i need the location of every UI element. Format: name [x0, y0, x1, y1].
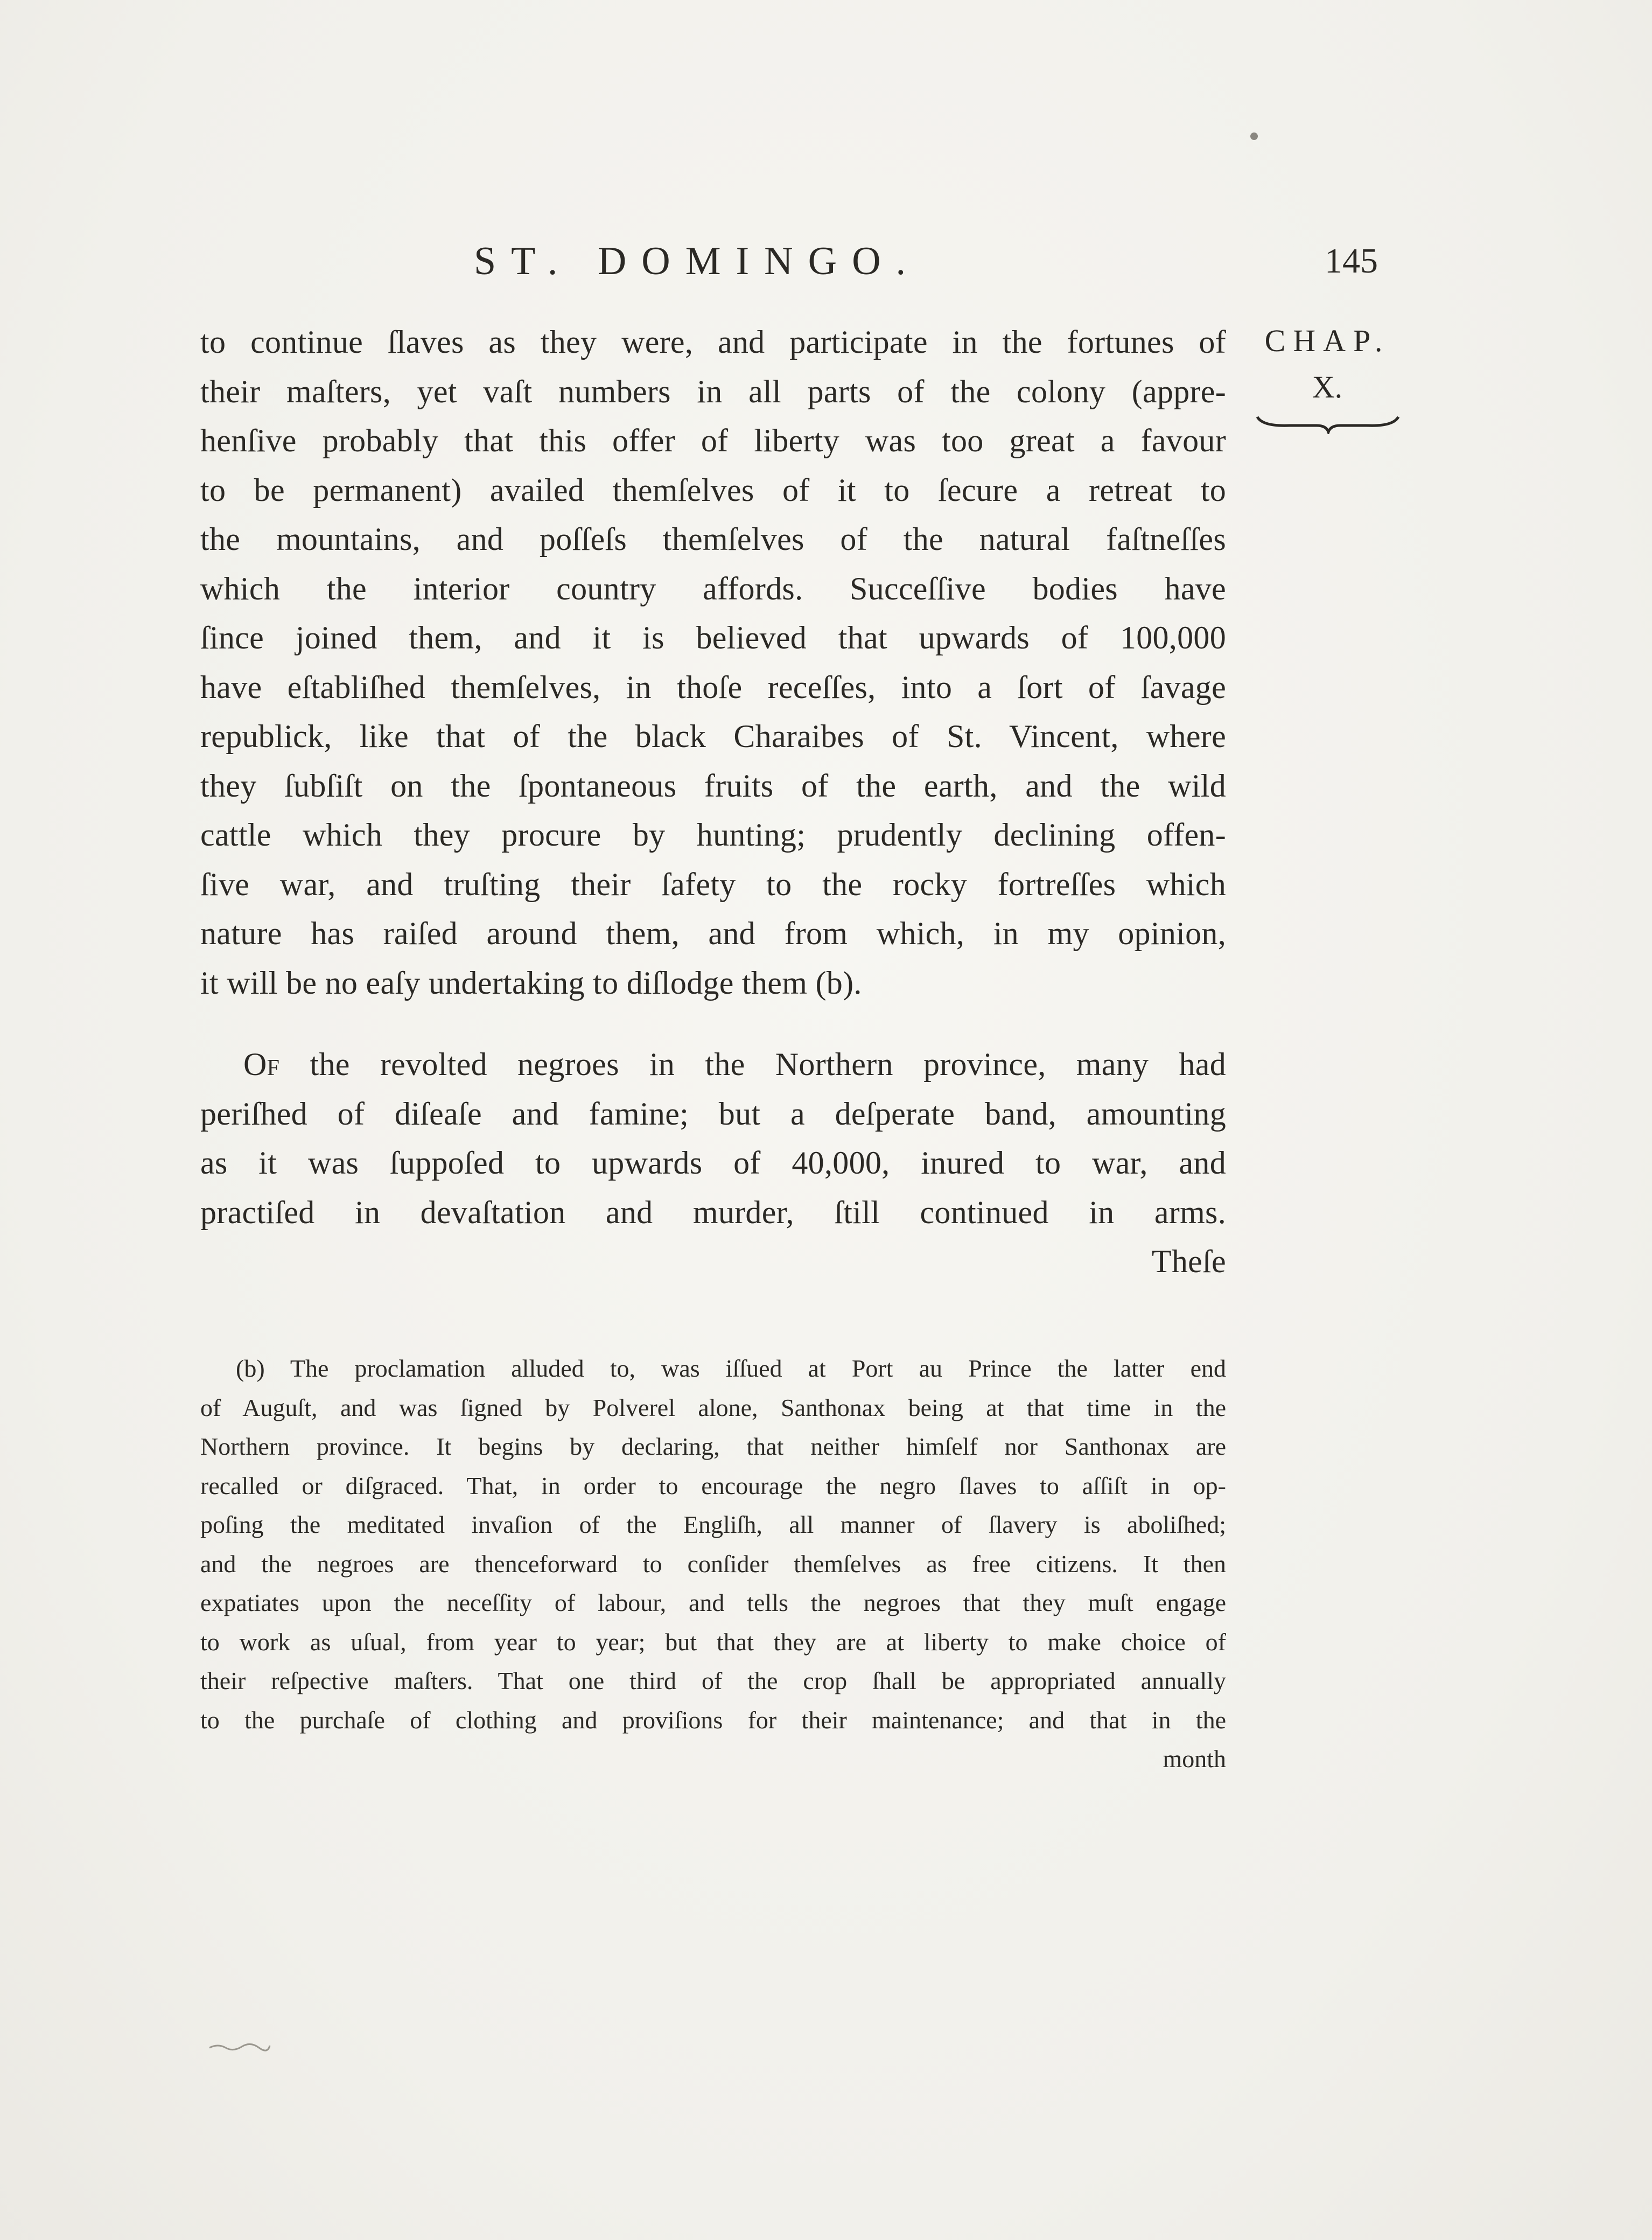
- pencil-mark-icon: [207, 2041, 272, 2052]
- text-line: ſive war, and truſting their ſafety to the rocky fortreſſes which: [200, 866, 1226, 902]
- text-line: it will be no eaſy undertaking to diſlodge them (b).: [200, 965, 862, 1001]
- chapter-number: X.: [1312, 369, 1343, 404]
- chapter-margin-note: [1252, 318, 1403, 434]
- text-line: periſhed of diſeaſe and famine; but a deſperate band, amounting: [200, 1095, 1226, 1132]
- paragraph-2: [200, 1040, 1226, 1287]
- footnote-line: to work as uſual, from year to year; but that they are at liberty to make choice of: [200, 1628, 1226, 1656]
- text-line: they ſubſiſt on the ſpontaneous fruits of the earth, and the wild: [200, 767, 1226, 804]
- text-line: as it was ſuppoſed to upwards of 40,000, inured to war, and: [200, 1145, 1226, 1181]
- text-line: which the interior country affords. Succeſſive bodies have: [200, 570, 1226, 606]
- page-number: 145: [1325, 241, 1378, 281]
- footnote-line: expatiates upon the neceſſity of labour, and tells the negroes that they muſt engage: [200, 1589, 1226, 1616]
- text-line: [200, 1040, 1226, 1090]
- text-line: henſive probably that this offer of liberty was too great a favour: [200, 423, 1226, 458]
- text-line: the mountains, and poſſeſs themſelves of the natural faſtneſſes: [200, 521, 1226, 557]
- text-line: their maſters, yet vaſt numbers in all parts of the colony (appre-: [200, 373, 1226, 409]
- footnote-line: and the negroes are thenceforward to conſider themſelves as free citizens. It then: [200, 1550, 1226, 1578]
- main-text: [200, 318, 1226, 1287]
- footnote-line: their reſpective maſters. That one third of the crop ſhall be appropriated annually: [200, 1667, 1226, 1694]
- text-line: to continue ſlaves as they were, and participate in the fortunes of: [200, 324, 1226, 360]
- running-title: ST. DOMINGO.: [474, 239, 921, 283]
- text-line: practiſed in devaſtation and murder, ſtill continued in arms.: [200, 1194, 1226, 1230]
- footnote-line: Northern province. It begins by declaring, that neither himſelf nor Santhonax are: [200, 1433, 1226, 1460]
- footnote-catchword: month: [1163, 1745, 1226, 1773]
- catchword: Theſe: [1151, 1244, 1226, 1279]
- text-line: have eſtabliſhed themſelves, in thoſe receſſes, into a ſort of ſavage: [200, 669, 1226, 705]
- line-rest: the revolted negroes in the Northern province, many had: [310, 1046, 1226, 1082]
- text-line: to be permanent) availed themſelves of it to ſecure a retreat to: [200, 472, 1226, 508]
- text-line: ſince joined them, and it is believed that upwards of 100,000: [200, 620, 1226, 655]
- footnote-line: (b) The proclamation alluded to, was iſſued at Port au Prince the latter end: [236, 1355, 1226, 1382]
- text-line: nature has raiſed around them, and from which, in my opinion,: [200, 916, 1226, 951]
- running-head: [0, 229, 1652, 294]
- text-line: republick, like that of the black Charaibes of St. Vincent, where: [200, 718, 1226, 754]
- chapter-label: CHAP.: [1264, 323, 1390, 358]
- footnote-line: of Auguſt, and was ſigned by Polverel alone, Santhonax being at that time in the: [200, 1393, 1226, 1421]
- footnote-block: [200, 1349, 1226, 1779]
- paragraph-gap: [200, 1008, 1226, 1040]
- footnote-line: recalled or diſgraced. That, in order to encourage the negro ſlaves to aſſiſt in op-: [200, 1471, 1226, 1499]
- footnote-line: to the purchaſe of clothing and proviſions for their maintenance; and that in the: [200, 1706, 1226, 1734]
- initial-word: Of: [243, 1046, 280, 1082]
- footnote-line: poſing the meditated invaſion of the Engliſh, all manner of ſlavery is aboliſhed;: [200, 1511, 1226, 1538]
- paragraph-1: [200, 318, 1226, 1008]
- text-line: cattle which they procure by hunting; prudently declining offen-: [200, 817, 1226, 853]
- brace-ornament-icon: [1252, 413, 1403, 434]
- ink-speck: [1250, 132, 1258, 140]
